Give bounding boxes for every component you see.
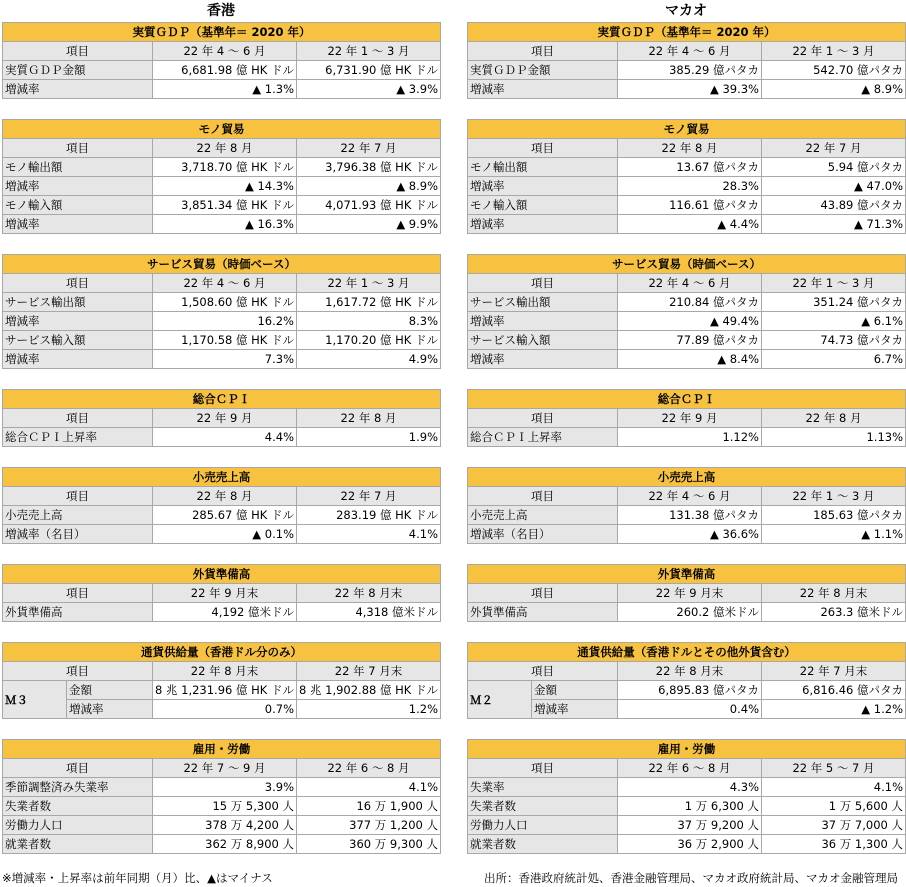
row-label: 総合ＣＰＩ上昇率 xyxy=(3,428,153,447)
row-value: ▲ 8.4% xyxy=(618,350,762,369)
table-row xyxy=(3,835,441,854)
row-label: 増減率 xyxy=(3,215,153,234)
group-label: Ｍ３ xyxy=(3,681,67,719)
row-value: ▲ 0.1% xyxy=(153,525,297,544)
table-row xyxy=(468,797,906,816)
table-row xyxy=(3,196,441,215)
table-row xyxy=(3,506,441,525)
section-header-row xyxy=(468,565,906,584)
table-row xyxy=(3,331,441,350)
row-value: 285.67 億 HK ドル xyxy=(153,506,297,525)
row-value: 15 万 5,300 人 xyxy=(153,797,297,816)
hongkong-title: 香港 xyxy=(207,3,235,19)
row-label: 増減率 xyxy=(67,700,153,719)
table-row xyxy=(3,778,441,797)
table-row xyxy=(468,350,906,369)
table-row xyxy=(3,603,441,622)
row-label: 失業者数 xyxy=(3,797,153,816)
row-label: 金額 xyxy=(67,681,153,700)
column-header-row xyxy=(3,42,441,61)
row-value: 6.7% xyxy=(762,350,906,369)
row-value: 1 万 5,600 人 xyxy=(762,797,906,816)
row-label: 季節調整済み失業率 xyxy=(3,778,153,797)
table-row xyxy=(3,525,441,544)
group-label: Ｍ２ xyxy=(468,681,532,719)
row-value: 0.7% xyxy=(153,700,297,719)
column-header: 22 年 4 〜 6 月 xyxy=(153,42,297,61)
row-value: 542.70 億パタカ xyxy=(762,61,906,80)
table-row xyxy=(3,428,441,447)
row-value: 37 万 9,200 人 xyxy=(618,816,762,835)
row-value: 1.9% xyxy=(297,428,441,447)
row-label: 就業者数 xyxy=(3,835,153,854)
section-header-row xyxy=(468,390,906,409)
column-header: 22 年 9 月 xyxy=(153,409,297,428)
column-header: 22 年 9 月末 xyxy=(153,584,297,603)
section-header: 実質ＧＤＰ（基準年＝ 2020 年） xyxy=(468,23,906,42)
row-value: 6,895.83 億パタカ xyxy=(618,681,762,700)
hongkong-cpi-table xyxy=(2,389,441,447)
column-header: 項目 xyxy=(468,662,618,681)
section-header-row xyxy=(468,23,906,42)
row-value: 13.67 億パタカ xyxy=(618,158,762,177)
row-value: ▲ 8.9% xyxy=(297,177,441,196)
hongkong-goods-table xyxy=(2,119,441,234)
row-label: 増減率（名目） xyxy=(3,525,153,544)
row-value: ▲ 39.3% xyxy=(618,80,762,99)
section-header: 総合ＣＰＩ xyxy=(468,390,906,409)
row-value: 1,170.58 億 HK ドル xyxy=(153,331,297,350)
section-header: 小売売上高 xyxy=(3,468,441,487)
hongkong-services-table xyxy=(2,254,441,369)
section-header-row xyxy=(3,643,441,662)
macau-title: マカオ xyxy=(665,3,707,19)
column-header: 22 年 8 月 xyxy=(762,409,906,428)
row-value: 360 万 9,300 人 xyxy=(297,835,441,854)
row-value: 351.24 億パタカ xyxy=(762,293,906,312)
row-label: モノ輸入額 xyxy=(468,196,618,215)
column-header-row xyxy=(3,662,441,681)
row-value: 116.61 億パタカ xyxy=(618,196,762,215)
column-header: 22 年 8 月 xyxy=(297,409,441,428)
row-value: 7.3% xyxy=(153,350,297,369)
hongkong-column xyxy=(2,0,440,874)
row-value: 185.63 億パタカ xyxy=(762,506,906,525)
column-header-row xyxy=(468,42,906,61)
table-row xyxy=(468,331,906,350)
table-row xyxy=(468,196,906,215)
macau-labor-table xyxy=(467,739,906,854)
column-header: 項目 xyxy=(468,139,618,158)
table-row xyxy=(3,816,441,835)
row-value: ▲ 8.9% xyxy=(762,80,906,99)
row-value: ▲ 1.3% xyxy=(153,80,297,99)
row-value: 1,170.20 億 HK ドル xyxy=(297,331,441,350)
row-value: 16 万 1,900 人 xyxy=(297,797,441,816)
table-row xyxy=(468,177,906,196)
row-value: 131.38 億パタカ xyxy=(618,506,762,525)
section-header: サービス貿易（時価ベース） xyxy=(3,255,441,274)
table-row xyxy=(468,61,906,80)
row-value: 74.73 億パタカ xyxy=(762,331,906,350)
column-header-row xyxy=(468,584,906,603)
macau-services-table xyxy=(467,254,906,369)
column-header: 22 年 1 〜 3 月 xyxy=(762,42,906,61)
section-header-row xyxy=(468,255,906,274)
column-header: 項目 xyxy=(468,487,618,506)
row-value: 5.94 億パタカ xyxy=(762,158,906,177)
table-row xyxy=(3,797,441,816)
column-header-row xyxy=(468,759,906,778)
section-header: 雇用・労働 xyxy=(3,740,441,759)
row-value: 283.19 億 HK ドル xyxy=(297,506,441,525)
row-value: 4.9% xyxy=(297,350,441,369)
column-header-row xyxy=(3,409,441,428)
column-header: 項目 xyxy=(3,662,153,681)
row-label: モノ輸出額 xyxy=(468,158,618,177)
column-header-row xyxy=(468,409,906,428)
column-header: 項目 xyxy=(3,42,153,61)
row-label: 小売売上高 xyxy=(3,506,153,525)
row-value: 37 万 7,000 人 xyxy=(762,816,906,835)
column-header: 22 年 1 〜 3 月 xyxy=(762,274,906,293)
hongkong-reserves-table xyxy=(2,564,441,622)
row-label: 増減率 xyxy=(3,80,153,99)
section-header-row xyxy=(468,740,906,759)
row-value: ▲ 36.6% xyxy=(618,525,762,544)
section-header: 外貨準備高 xyxy=(468,565,906,584)
column-header-row xyxy=(3,487,441,506)
row-label: 労働力人口 xyxy=(3,816,153,835)
section-header-row xyxy=(3,740,441,759)
row-label: サービス輸出額 xyxy=(468,293,618,312)
row-value: 362 万 8,900 人 xyxy=(153,835,297,854)
column-header: 22 年 8 月末 xyxy=(618,662,762,681)
row-value: 43.89 億パタカ xyxy=(762,196,906,215)
row-value: 4,318 億米ドル xyxy=(297,603,441,622)
row-label: 増減率 xyxy=(532,700,618,719)
macau-goods-table xyxy=(467,119,906,234)
row-label: 増減率（名目） xyxy=(468,525,618,544)
table-row xyxy=(468,428,906,447)
macau-tables xyxy=(467,22,905,854)
row-value: 8 兆 1,902.88 億 HK ドル xyxy=(297,681,441,700)
row-value: 4.1% xyxy=(762,778,906,797)
column-header: 22 年 8 月 xyxy=(618,139,762,158)
column-header: 22 年 7 月 xyxy=(297,487,441,506)
table-row xyxy=(468,816,906,835)
hongkong-retail-table xyxy=(2,467,441,544)
section-header: モノ貿易 xyxy=(3,120,441,139)
table-row xyxy=(468,778,906,797)
column-header: 22 年 1 〜 3 月 xyxy=(297,42,441,61)
row-value: 16.2% xyxy=(153,312,297,331)
row-label: 就業者数 xyxy=(468,835,618,854)
table-row xyxy=(468,80,906,99)
column-header: 22 年 8 月末 xyxy=(153,662,297,681)
hongkong-money-table xyxy=(2,642,441,719)
column-header-row xyxy=(3,584,441,603)
row-value: 8 兆 1,231.96 億 HK ドル xyxy=(153,681,297,700)
row-value: 4,071.93 億 HK ドル xyxy=(297,196,441,215)
row-value: ▲ 49.4% xyxy=(618,312,762,331)
section-header: 通貨供給量（香港ドル分のみ） xyxy=(3,643,441,662)
column-header: 項目 xyxy=(3,487,153,506)
row-value: 378 万 4,200 人 xyxy=(153,816,297,835)
row-label: サービス輸入額 xyxy=(468,331,618,350)
column-header: 項目 xyxy=(3,584,153,603)
macau-column xyxy=(467,0,905,874)
column-header: 項目 xyxy=(468,42,618,61)
row-value: 6,681.98 億 HK ドル xyxy=(153,61,297,80)
source-note: 出所：香港政府統計処、香港金融管理局、マカオ政府統計局、マカオ金融管理局 xyxy=(484,871,898,885)
row-label: 増減率 xyxy=(468,177,618,196)
row-label: 総合ＣＰＩ上昇率 xyxy=(468,428,618,447)
row-value: 4.1% xyxy=(297,778,441,797)
column-header-row xyxy=(3,139,441,158)
row-value: 1 万 6,300 人 xyxy=(618,797,762,816)
column-header: 22 年 8 月 xyxy=(153,139,297,158)
row-label: 増減率 xyxy=(468,80,618,99)
row-label: 失業者数 xyxy=(468,797,618,816)
row-value: 3.9% xyxy=(153,778,297,797)
table-row xyxy=(468,506,906,525)
table-row xyxy=(3,177,441,196)
table-row xyxy=(468,293,906,312)
column-header: 22 年 7 月末 xyxy=(762,662,906,681)
table-row xyxy=(468,835,906,854)
column-header: 項目 xyxy=(3,409,153,428)
row-value: 377 万 1,200 人 xyxy=(297,816,441,835)
section-header-row xyxy=(3,255,441,274)
column-header-row xyxy=(3,759,441,778)
row-value: ▲ 47.0% xyxy=(762,177,906,196)
table-row xyxy=(468,700,906,719)
row-value: 3,718.70 億 HK ドル xyxy=(153,158,297,177)
row-value: 8.3% xyxy=(297,312,441,331)
column-header-row xyxy=(3,274,441,293)
row-value: 1.2% xyxy=(297,700,441,719)
section-header-row xyxy=(3,120,441,139)
section-header: モノ貿易 xyxy=(468,120,906,139)
row-value: 1.13% xyxy=(762,428,906,447)
section-header-row xyxy=(3,468,441,487)
column-header: 22 年 1 〜 3 月 xyxy=(762,487,906,506)
row-value: 210.84 億パタカ xyxy=(618,293,762,312)
column-header: 22 年 8 月末 xyxy=(297,584,441,603)
row-value: 36 万 2,900 人 xyxy=(618,835,762,854)
row-value: 1.12% xyxy=(618,428,762,447)
column-header: 項目 xyxy=(468,759,618,778)
table-row xyxy=(468,603,906,622)
column-header: 22 年 9 月末 xyxy=(618,584,762,603)
row-value: ▲ 9.9% xyxy=(297,215,441,234)
row-value: 77.89 億パタカ xyxy=(618,331,762,350)
column-header: 22 年 8 月末 xyxy=(762,584,906,603)
column-header-row xyxy=(468,274,906,293)
section-header: 通貨供給量（香港ドルとその他外貨含む） xyxy=(468,643,906,662)
row-value: 6,731.90 億 HK ドル xyxy=(297,61,441,80)
table-row xyxy=(3,312,441,331)
column-header: 22 年 4 〜 6 月 xyxy=(153,274,297,293)
hongkong-labor-table xyxy=(2,739,441,854)
table-row xyxy=(3,681,441,700)
column-header: 22 年 6 〜 8 月 xyxy=(297,759,441,778)
column-header: 22 年 4 〜 6 月 xyxy=(618,274,762,293)
row-value: 4.4% xyxy=(153,428,297,447)
column-header: 22 年 7 月 xyxy=(297,139,441,158)
column-header: 22 年 8 月 xyxy=(153,487,297,506)
row-value: 4.3% xyxy=(618,778,762,797)
table-row xyxy=(468,215,906,234)
row-value: 6,816.46 億パタカ xyxy=(762,681,906,700)
column-header: 項目 xyxy=(468,274,618,293)
column-header-row xyxy=(468,662,906,681)
row-value: 4.1% xyxy=(297,525,441,544)
hongkong-tables xyxy=(2,22,440,854)
section-header-row xyxy=(468,468,906,487)
macau-money-table xyxy=(467,642,906,719)
table-row xyxy=(3,700,441,719)
macau-retail-table xyxy=(467,467,906,544)
table-row xyxy=(3,350,441,369)
row-value: 1,617.72 億 HK ドル xyxy=(297,293,441,312)
table-row xyxy=(3,61,441,80)
row-value: ▲ 1.2% xyxy=(762,700,906,719)
footnote: ※増減率・上昇率は前年同期（月）比、▲はマイナス xyxy=(2,871,273,885)
row-label: サービス輸出額 xyxy=(3,293,153,312)
section-header: 実質ＧＤＰ（基準年＝ 2020 年） xyxy=(3,23,441,42)
macau-reserves-table xyxy=(467,564,906,622)
column-header: 22 年 9 月 xyxy=(618,409,762,428)
row-label: 増減率 xyxy=(468,350,618,369)
column-header: 項目 xyxy=(3,759,153,778)
column-header: 項目 xyxy=(468,409,618,428)
section-header-row xyxy=(3,23,441,42)
column-header: 22 年 7 月末 xyxy=(297,662,441,681)
row-value: ▲ 4.4% xyxy=(618,215,762,234)
macau-cpi-table xyxy=(467,389,906,447)
row-value: ▲ 14.3% xyxy=(153,177,297,196)
row-label: 増減率 xyxy=(468,215,618,234)
section-header: 雇用・労働 xyxy=(468,740,906,759)
section-header: サービス貿易（時価ベース） xyxy=(468,255,906,274)
section-header-row xyxy=(3,390,441,409)
section-header-row xyxy=(3,565,441,584)
column-header: 22 年 7 月 xyxy=(762,139,906,158)
row-label: モノ輸出額 xyxy=(3,158,153,177)
section-header-row xyxy=(468,643,906,662)
table-row xyxy=(468,525,906,544)
section-header: 外貨準備高 xyxy=(3,565,441,584)
table-row xyxy=(468,158,906,177)
row-label: 増減率 xyxy=(3,177,153,196)
row-label: 実質ＧＤＰ金額 xyxy=(3,61,153,80)
column-header: 項目 xyxy=(3,274,153,293)
row-value: ▲ 71.3% xyxy=(762,215,906,234)
row-label: 外貨準備高 xyxy=(3,603,153,622)
row-value: ▲ 3.9% xyxy=(297,80,441,99)
row-value: ▲ 16.3% xyxy=(153,215,297,234)
row-label: 実質ＧＤＰ金額 xyxy=(468,61,618,80)
section-header: 小売売上高 xyxy=(468,468,906,487)
table-row xyxy=(3,293,441,312)
column-header-row xyxy=(468,139,906,158)
table-row xyxy=(3,215,441,234)
row-label: 外貨準備高 xyxy=(468,603,618,622)
column-header: 22 年 7 〜 9 月 xyxy=(153,759,297,778)
section-header-row xyxy=(468,120,906,139)
row-value: ▲ 1.1% xyxy=(762,525,906,544)
column-header: 22 年 4 〜 6 月 xyxy=(618,42,762,61)
table-row xyxy=(3,158,441,177)
row-label: サービス輸入額 xyxy=(3,331,153,350)
table-row xyxy=(468,312,906,331)
row-label: 失業率 xyxy=(468,778,618,797)
row-value: ▲ 6.1% xyxy=(762,312,906,331)
row-value: 3,851.34 億 HK ドル xyxy=(153,196,297,215)
row-value: 28.3% xyxy=(618,177,762,196)
table-row xyxy=(468,681,906,700)
column-header: 項目 xyxy=(3,139,153,158)
column-header: 項目 xyxy=(468,584,618,603)
table-row xyxy=(3,80,441,99)
column-header-row xyxy=(468,487,906,506)
macau-gdp-table xyxy=(467,22,906,99)
row-label: 増減率 xyxy=(3,312,153,331)
row-label: モノ輸入額 xyxy=(3,196,153,215)
row-value: 3,796.38 億 HK ドル xyxy=(297,158,441,177)
row-value: 260.2 億米ドル xyxy=(618,603,762,622)
column-header: 22 年 5 〜 7 月 xyxy=(762,759,906,778)
row-label: 増減率 xyxy=(3,350,153,369)
column-header: 22 年 1 〜 3 月 xyxy=(297,274,441,293)
row-value: 263.3 億米ドル xyxy=(762,603,906,622)
section-header: 総合ＣＰＩ xyxy=(3,390,441,409)
column-header: 22 年 6 〜 8 月 xyxy=(618,759,762,778)
row-value: 385.29 億パタカ xyxy=(618,61,762,80)
row-value: 36 万 1,300 人 xyxy=(762,835,906,854)
row-label: 労働力人口 xyxy=(468,816,618,835)
hongkong-gdp-table xyxy=(2,22,441,99)
row-label: 小売売上高 xyxy=(468,506,618,525)
row-value: 4,192 億米ドル xyxy=(153,603,297,622)
row-label: 増減率 xyxy=(468,312,618,331)
row-value: 1,508.60 億 HK ドル xyxy=(153,293,297,312)
column-header: 22 年 4 〜 6 月 xyxy=(618,487,762,506)
row-value: 0.4% xyxy=(618,700,762,719)
row-label: 金額 xyxy=(532,681,618,700)
